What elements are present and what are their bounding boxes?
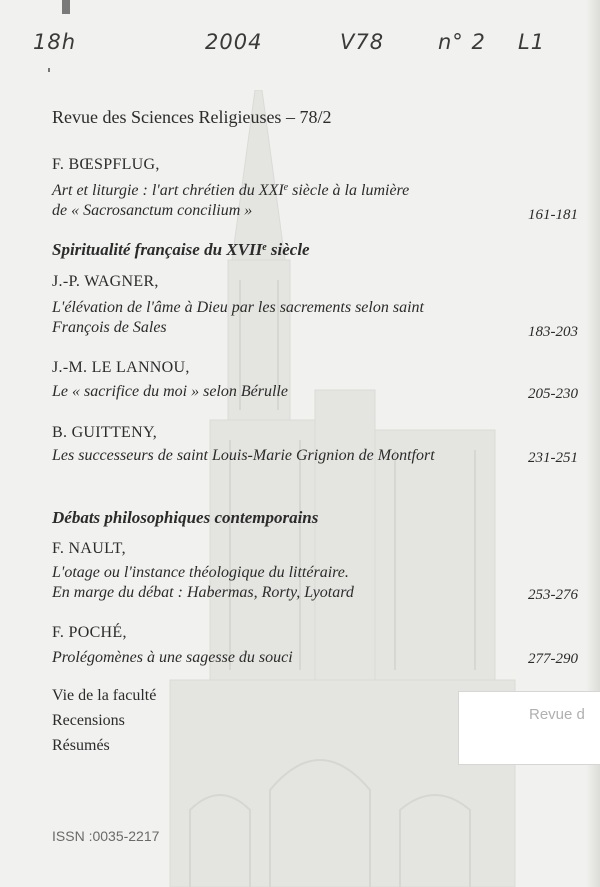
entry-author: J.-P. WAGNER, bbox=[52, 273, 159, 290]
page-range: 253-276 bbox=[528, 587, 578, 603]
page-range: 277-290 bbox=[528, 651, 578, 667]
entry-author: F. BŒSPFLUG, bbox=[52, 156, 160, 173]
library-label bbox=[458, 691, 600, 765]
entry-title-line: L'élévation de l'âme à Dieu par les sacrements selon saint bbox=[52, 299, 424, 316]
library-label-text: Revue d bbox=[529, 706, 585, 723]
entry-title-line: Prolégomènes à une sagesse du souci bbox=[52, 649, 293, 666]
entry-author: B. GUITTENY, bbox=[52, 424, 158, 441]
page-range: 161-181 bbox=[528, 207, 578, 223]
page-range: 231-251 bbox=[528, 450, 578, 466]
handwritten-note-d: n° 2 bbox=[438, 30, 486, 54]
handwritten-note-a: 18h bbox=[33, 30, 77, 54]
entry-title-line: de « Sacrosanctum concilium » bbox=[52, 202, 253, 219]
section-heading: Débats philosophiques contemporains bbox=[52, 508, 319, 527]
entry-author: F. POCHÉ, bbox=[52, 624, 127, 641]
journal-header: Revue des Sciences Religieuses – 78/2 bbox=[52, 107, 332, 127]
entry-author: J.-M. LE LANNOU, bbox=[52, 359, 190, 376]
entry-title-line: Les successeurs de saint Louis-Marie Grignion de Montfort bbox=[52, 447, 435, 464]
misc-entry: Recensions bbox=[52, 712, 125, 729]
entry-title-line: François de Sales bbox=[52, 319, 167, 336]
issn-number: ISSN :0035-2217 bbox=[52, 828, 160, 844]
section-heading: Spiritualité française du XVIIe siècle bbox=[52, 240, 310, 259]
handwritten-note-b: 2004 bbox=[205, 30, 263, 54]
entry-author: F. NAULT, bbox=[52, 540, 126, 557]
page-range: 183-203 bbox=[528, 324, 578, 340]
binding-mark bbox=[62, 0, 70, 14]
entry-title-line: En marge du débat : Habermas, Rorty, Lyotard bbox=[52, 584, 354, 601]
handwritten-note-c: V78 bbox=[340, 30, 385, 54]
ink-mark bbox=[48, 68, 50, 72]
entry-title-line: Art et liturgie : l'art chrétien du XXIe siècle à la lumière bbox=[52, 182, 410, 199]
handwritten-note-e: L1 bbox=[518, 30, 546, 54]
entry-title-line: Le « sacrifice du moi » selon Bérulle bbox=[52, 383, 288, 400]
misc-entry: Vie de la faculté bbox=[52, 687, 157, 704]
entry-title-line: L'otage ou l'instance théologique du littéraire. bbox=[52, 564, 349, 581]
page-range: 205-230 bbox=[528, 386, 578, 402]
misc-entry: Résumés bbox=[52, 737, 110, 754]
